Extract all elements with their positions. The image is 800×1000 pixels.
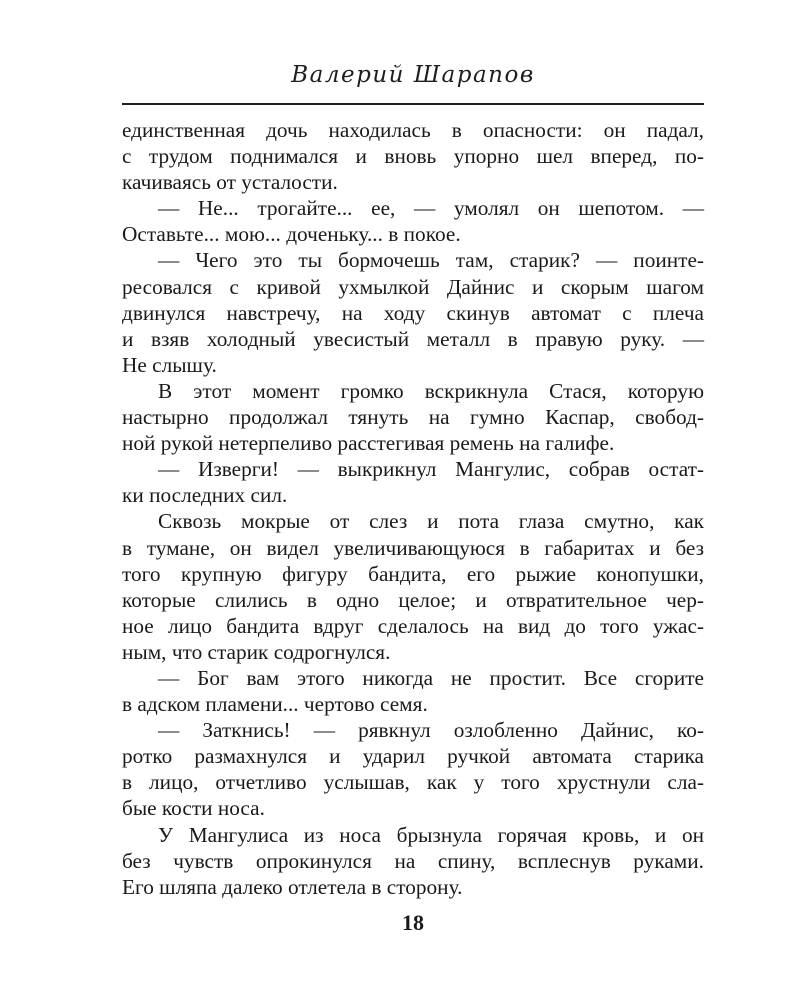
paragraph	[122, 195, 704, 247]
text-line: — Заткнись! — рявкнул озлобленно Дайнис, ко-	[158, 718, 704, 743]
text-line: Не слышу.	[122, 352, 217, 377]
text-line: — Изверги! — выкрикнул Мангулис, собрав остат-	[158, 457, 704, 482]
paragraph	[122, 508, 704, 665]
text-line: в лицо, отчетливо услышав, как у того хрустнули сла-	[122, 770, 704, 795]
text-line: Сквозь мокрые от слез и пота глаза смутно, как	[158, 509, 704, 534]
paragraph	[122, 247, 704, 377]
text-line: — Не... трогайте... ее, — умолял он шепотом. —	[158, 196, 704, 221]
text-line: того крупную фигуру бандита, его рыжие конопушки,	[122, 561, 704, 586]
text-line: ным, что старик содрогнулся.	[122, 639, 391, 664]
text-line: бые кости носа.	[122, 796, 265, 821]
text-line: Оставьте... мою... доченьку... в покое.	[122, 222, 461, 247]
text-line: двинулся навстречу, на ходу скинув автомат с плеча	[122, 300, 704, 325]
text-line: единственная дочь находилась в опасности: он падал,	[122, 118, 704, 142]
text-line: — Чего это ты бормочешь там, старик? — поинте-	[158, 248, 704, 273]
text-line: ротко размахнулся и ударил ручкой автомата старика	[122, 744, 704, 769]
running-head-author: Валерий Шарапов	[291, 62, 535, 88]
paragraph	[122, 117, 704, 195]
text-line: В этот момент громко вскрикнула Стася, которую	[158, 378, 704, 403]
text-line: с трудом поднимался и вновь упорно шел вперед, по-	[122, 144, 704, 169]
text-line: настырно продолжал тянуть на гумно Каспар, свобод-	[122, 405, 704, 430]
text-line: ной рукой нетерпеливо расстегивая ремень на галифе.	[122, 431, 615, 456]
text-line: ки последних сил.	[122, 483, 288, 508]
text-line: которые слились в одно целое; и отвратительное чер-	[122, 587, 704, 612]
header-rule	[122, 103, 704, 105]
text-line: в адском пламени... чертово семя.	[122, 692, 428, 717]
text-line: У Мангулиса из носа брызнула горячая кровь, и он	[158, 822, 704, 847]
body-text	[122, 117, 704, 900]
text-line: — Бог вам этого никогда не простит. Все сгорите	[158, 665, 704, 690]
text-line: без чувств опрокинулся на спину, всплеснув руками.	[122, 848, 704, 873]
text-line: ресовался с кривой ухмылкой Дайнис и скорым шагом	[122, 274, 704, 299]
page-number: 18	[402, 910, 424, 935]
text-line: Его шляпа далеко отлетела в сторону.	[122, 874, 463, 899]
text-line: ное лицо бандита вдруг сделалось на вид до того ужас-	[122, 613, 704, 638]
text-line: качиваясь от усталости.	[122, 170, 338, 195]
paragraph	[122, 456, 704, 508]
paragraph	[122, 665, 704, 717]
paragraph	[122, 822, 704, 900]
paragraph	[122, 717, 704, 821]
text-line: в тумане, он видел увеличивающуюся в габаритах и без	[122, 535, 704, 560]
paragraph	[122, 378, 704, 456]
text-line: и взяв холодный увесистый металл в правую руку. —	[122, 326, 704, 351]
